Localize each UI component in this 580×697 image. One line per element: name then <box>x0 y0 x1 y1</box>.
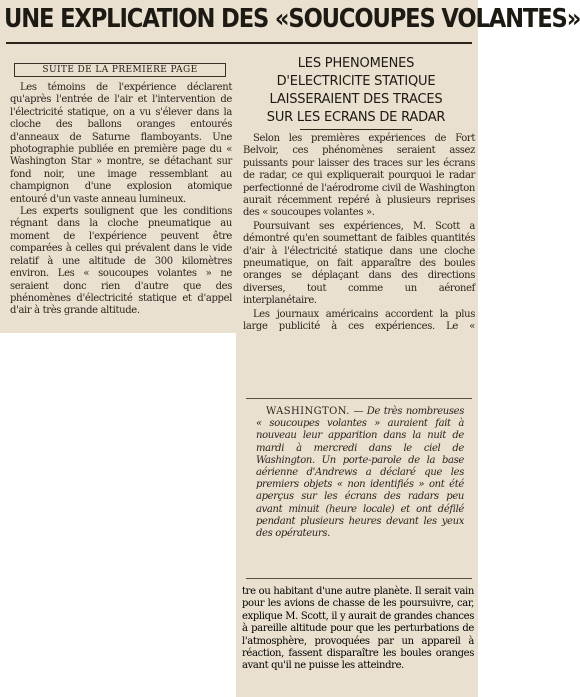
continuation-kicker: SUITE DE LA PREMIERE PAGE <box>14 63 226 77</box>
subheadline-line: SUR LES ECRANS DE RADAR <box>266 110 446 125</box>
headline: UNE EXPLICATION DES «SOUCOUPES VOLANTES» <box>4 4 580 34</box>
dispatch-rule-bottom <box>246 578 472 579</box>
clipping-main <box>0 0 580 333</box>
paragraph: Selon les premières expériences de Fort Belvoir, ces phénomènes seraient assez puissants pour laisser des traces sur les écrans de radar, ce qui expliquerait pourquoi le radar perfectionné de l'aérodrome civil de Washington aurait récemment repéré à plusieurs reprises des « soucoupes volantes ». <box>243 133 475 219</box>
dispatch-rule-top <box>246 398 472 399</box>
subheadline-line: LES PHENOMENES <box>297 56 415 71</box>
paragraph: Les témoins de l'expérience déclarent qu'après l'entrée de l'air et l'intervention de l'électricité statique, on a vu s'élever dans la cloche des ballons oranges entourés d'anneaux de Saturne flamboyants. Une photographie publiée en première page du « Washington Star » montre, se détachant sur fond noir, une image ressemblant au champignon d'une explosion atomique entouré d'un vaste anneau lumineux. <box>10 82 232 205</box>
paragraph: tre ou habitant d'une autre planète. Il serait vain pour les avions de chasse de les poursuivre, car, explique M. Scott, il y aurait de grandes chances à pareille altitude pour que les perturbations de l'atmosphère, provoquées par un appareil à réaction, fassent disparaître les boules oranges avant qu'il ne puisse les atteindre. <box>242 586 474 672</box>
paragraph: Les experts soulignent que les conditions régnant dans la cloche pneumatique au moment de l'expérience peuvent être comparées à celles qui prévalent dans le vide relatif à une altitude de 300 kilomètres environ. Les « soucoupes volantes » ne seraient donc rien d'autre que des phénomènes d'électricité statique et d'appel d'air à très grande altitude. <box>10 206 232 317</box>
washington-dispatch <box>256 406 464 540</box>
dispatch-text: — De très nombreuses « soucoupes volantes » auraient fait à nouveau leur apparition dans la nuit de mardi à mercredi dans le ciel de Washington. Un porte-parole de la base aérienne d'Andrews a déclaré que les premiers objets « non identifiés » ont été aperçus sur les écrans des radars peu avant minuit (heure locale) et ont défilé pendant plusieurs heures devant les yeux des opérateurs. <box>256 406 464 540</box>
bottom-column <box>242 586 474 673</box>
subheadline-line: LAISSERAIENT DES TRACES <box>269 92 443 107</box>
subheadline <box>240 55 472 127</box>
headline-rule <box>6 42 472 44</box>
left-column <box>10 82 232 318</box>
subheadline-line: D'ELECTRICITE STATIQUE <box>276 74 436 89</box>
dispatch-place: WASHINGTON. <box>266 406 350 417</box>
paragraph: Les journaux américains accordent la plus large publicité à ces expériences. Le « <box>243 308 475 333</box>
subheadline-rule <box>300 129 412 130</box>
paragraph: Poursuivant ses expériences, M. Scott a démontré qu'en soumettant de faibles quantités d'air à l'électricité statique dans une cloche pneumatique, on fait apparaître des boules oranges se déplaçant dans des directions diverses, tout comme un aéronef interplanétaire. <box>243 220 475 307</box>
